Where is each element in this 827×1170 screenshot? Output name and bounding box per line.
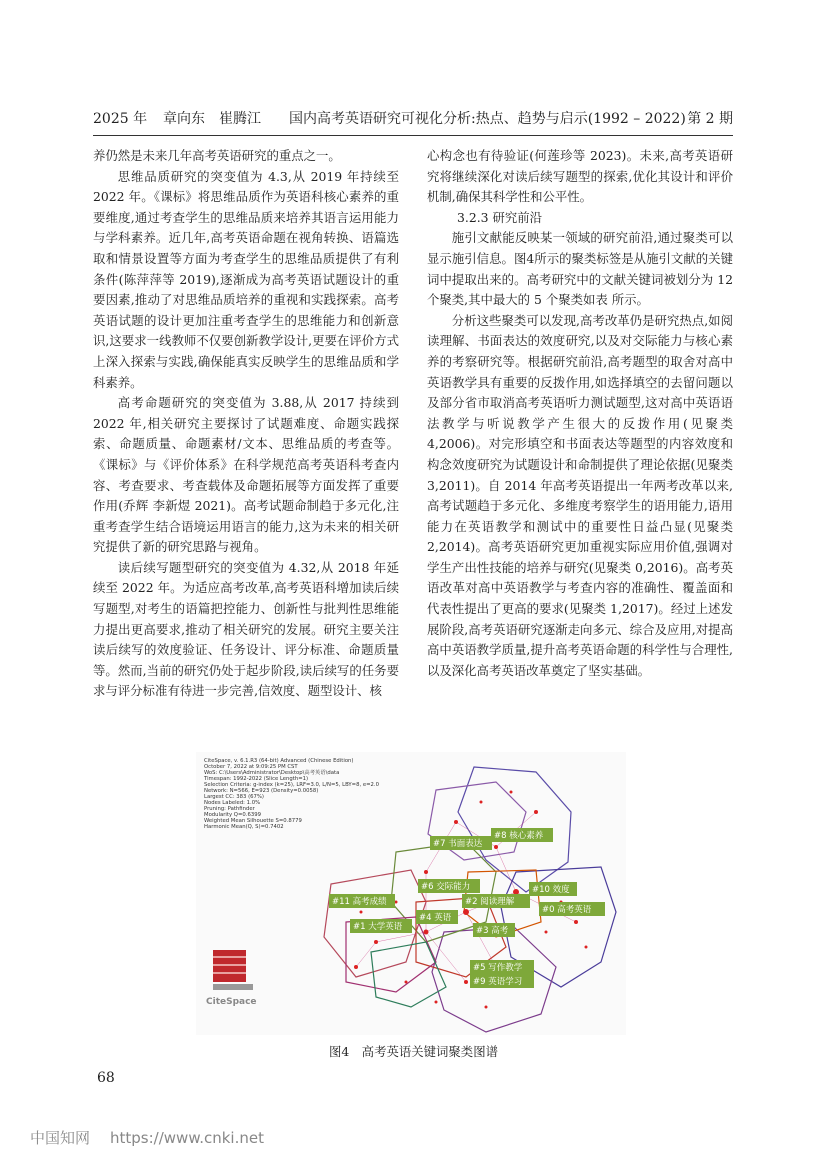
info-line: Nodes Labeled: 1.0% — [204, 800, 261, 806]
cluster-label: #2 阅读理解 — [465, 897, 515, 907]
cluster-label: #1 大学英语 — [353, 922, 403, 932]
paragraph: 养仍然是未来几年高考英语研究的重点之一。 — [93, 148, 341, 163]
watermark-site: 中国知网 — [30, 1129, 91, 1147]
left-column — [93, 146, 399, 702]
paragraph: 分析这些聚类可以发现,高考改革仍是研究热点,如阅读理解、书面表达的效度研究,以及对交际能力与核心素养的考察研究等。根据研究前沿,高考题型的取舍对高中英语教学具有重要的反拨作用,如选择填空的去留问题以及部分省市取消高考英语听力测试题型,这对高中英语语法教学与听说教学产生很大的反拨作用(见聚类 4,2006)。对完形填空和书面表达等题型的内容效度和构念效度研究为试题设计和命制提供了理论依据(见聚类 3,2011)。自 2014 年高考英语提出一年两考改革以来,高考试题趋于多元化、多维度考察学生的语用能力,语用能力在英语教学和测试中的重要性日益凸显(见聚类 2,2014)。高考英语研究更加重视实际应用价值,强调对学生产出性技能的培养与研究(见聚类 0,2016)。高考英语改革对高中英语教学与考查内容的准确性、覆盖面和代表性提出了更高的要求(见聚类 1,2017)。经过上述发展阶段,高考英语研究逐渐走向多元、综合及应用,对提高高中英语教学质量,提升高考英语命题的科学性与合理性,以及深化高考英语改革奠定了坚实基础。 — [427, 312, 733, 678]
header-rule — [93, 135, 733, 136]
info-line: Largest CC: 383 (67%) — [204, 794, 264, 800]
figure-caption: 图4 高考英语关键词聚类图谱 — [329, 1044, 498, 1059]
paragraph: 思维品质研究的突变值为 4.3,从 2019 年持续至 2022 年。《课标》将思维品质作为英语科核心素养的重要维度,通过考查学生的思维品质来培养其语言运用能力与学科素养。近几年,高考英语命题在视角转换、语篇选取和情景设置等方面为考查学生的思维品质提供了有利条件(陈萍萍等 2019),逐渐成为高考英语试题设计的重要因素,推动了对思维品质培养的重视和实践探索。高考英语试题的设计更加注重考查学生的思维能力和创新意识,这要求一线教师不仅要创新教学设计,更要在评价方式上深入探索与实践,确保能真实反映学生的思维品质和学科素养。 — [93, 168, 399, 390]
cluster-label: #4 英语 — [419, 913, 452, 923]
running-header — [93, 108, 733, 130]
cluster-label: #0 高考英语 — [542, 905, 592, 915]
section-heading: 3.2.3 研究前沿 — [457, 209, 543, 225]
header-issue: 第 2 期 — [687, 111, 733, 127]
paragraph: 高考命题研究的突变值为 3.88,从 2017 持续到 2022 年,相关研究主要探讨了试题难度、命题实践探索、命题质量、命题素材/文本、思维品质的考查等。《课标》与《评价体系》在科学规范高考英语科考查内容、考查要求、考查载体及命题拓展等方面发挥了重要作用(乔辉 李新煜 2021)。高考试题命制趋于多元化,注重考查学生结合语境运用语言的能力,这为未来的相关研究提供了新的研究思路与视角。 — [93, 395, 399, 555]
cluster-map-svg — [196, 752, 626, 1035]
logo-text: CiteSpace — [206, 997, 257, 1007]
cluster-label: #6 交际能力 — [421, 882, 471, 892]
info-line: Timespan: 1992-2022 (Slice Length=1) — [204, 776, 309, 782]
header-authors: 章向东 崔腾江 — [163, 111, 261, 127]
info-line: Modularity Q=0.6399 — [204, 812, 261, 818]
header-title: 国内高考英语研究可视化分析:热点、趋势与启示(1992 – 2022) — [289, 111, 686, 127]
cluster-label: #8 核心素养 — [494, 831, 544, 841]
paragraph: 心构念也有待验证(何莲珍等 2023)。未来,高考英语研究将继续深化对读后续写题型的探索,优化其设计和评价机制,确保其科学性和公平性。 — [427, 148, 733, 205]
info-line: October 7, 2022 at 9:09:25 PM CST — [204, 764, 298, 770]
cluster-label: #11 高考成绩 — [332, 897, 387, 907]
info-line: CiteSpace, v. 6.1.R3 (64-bit) Advanced (Chinese Edition) — [204, 758, 354, 764]
header-year: 2025 年 — [93, 111, 148, 127]
page-number: 68 — [97, 1070, 115, 1086]
info-line: Selection Criteria: g-index (k=25), LRF=3.0, L/N=5, LBY=8, e=2.0 — [204, 782, 379, 788]
cluster-label: #7 书面表达 — [433, 839, 483, 849]
paragraph: 施引文献能反映某一领域的研究前沿,通过聚类可以显示施引信息。图4所示的聚类标签是从施引文献的关键词中提取出来的。高考研究中的文献关键词被划分为 12 个聚类,其中最大的 5 个聚类如表 所示。 — [427, 230, 733, 308]
cluster-label: #10 效度 — [532, 885, 570, 895]
cluster-map-figure — [196, 752, 626, 1035]
watermark-url[interactable]: https://www.cnki.net — [110, 1129, 264, 1147]
info-line: WoS: C:\Users\Administrator\Desktop\高考英语\data — [204, 770, 340, 776]
paragraph: 读后续写题型研究的突变值为 4.32,从 2018 年延续至 2022 年。为适应高考改革,高考英语科增加读后续写题型,对考生的语篇把控能力、创新性与批判性思维能力提出更高要求,推动了相关研究的发展。研究主要关注读后续写的效度验证、任务设计、评分标准、命题质量等。然而,当前的研究仍处于起步阶段,读后续写的任务要求与评分标准有待进一步完善,信效度、题型设计、核 — [93, 559, 399, 699]
info-line: Weighted Mean Silhouette S=0.8779 — [204, 818, 302, 824]
info-line: Harmonic Mean(Q, S)=0.7402 — [204, 824, 284, 830]
cluster-label: #3 高考 — [476, 926, 509, 936]
right-column — [427, 146, 733, 681]
watermark — [30, 1127, 264, 1148]
cluster-label: #5 写作教学 — [473, 963, 523, 973]
cluster-label: #9 英语学习 — [473, 977, 523, 987]
info-line: Network: N=566, E=923 (Density=0.0058) — [204, 788, 319, 794]
info-line: Pruning: Pathfinder — [204, 806, 255, 812]
